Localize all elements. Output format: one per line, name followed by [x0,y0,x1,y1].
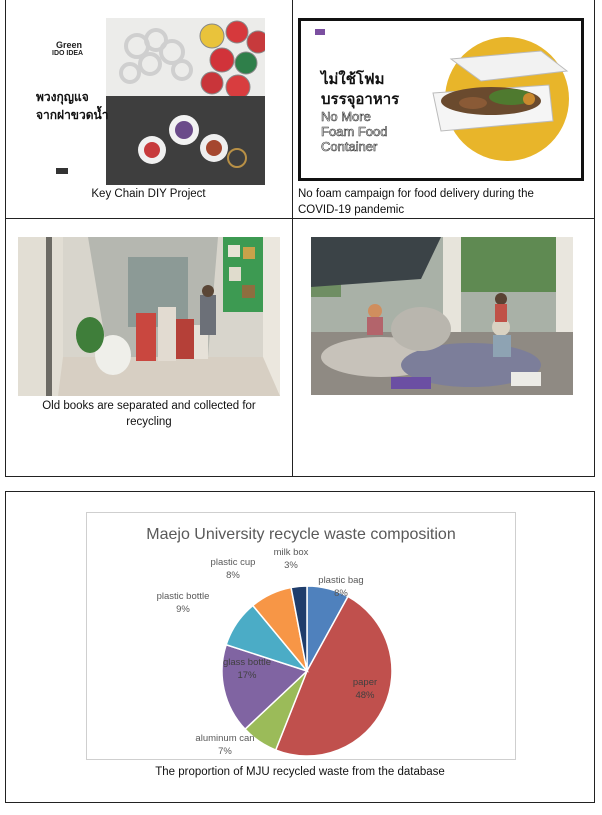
pie-value-plastic-bottle: 9% [176,604,190,615]
keychain-caption: Key Chain DIY Project [91,188,206,200]
brand-top: Green [56,40,83,50]
chart-title: Maejo University recycle waste composition [146,526,456,543]
pie-label-milk-box: milk box [273,547,309,558]
pie-label-plastic-cup: plastic cup [210,557,256,568]
nofoam-thai-2: บรรจุอาหาร [321,91,400,108]
pie-value-glass-bottle: 17% [237,670,257,681]
old-books-graphic [18,237,280,396]
books-caption-2: recycling [126,416,172,428]
chart-frame [86,512,516,760]
nofoam-outline-1: No More [321,109,371,124]
books-caption-1: Old books are separated and collected for [42,400,256,412]
keychain-thai-title-1: พวงกุญแจ [36,90,89,104]
chart-caption: The proportion of MJU recycled waste from the database [155,766,445,778]
chart-box [5,491,595,803]
waste-sorting-photo [311,237,573,395]
brand-bottom: IDO IDEA [52,50,84,57]
nofoam-outline-3: Container [321,139,378,154]
pie-label-plastic-bottle: plastic bottle [156,591,210,602]
old-books-photo [18,237,280,396]
grid-divider-horizontal [6,218,594,219]
pie-value-plastic-bag: 8% [334,588,348,599]
nofoam-outline-2: Foam Food [321,124,388,139]
pie-value-aluminum-can: 7% [218,746,232,757]
nofoam-poster-image [298,18,584,181]
pie-value-plastic-cup: 8% [226,570,240,581]
waste-sorting-graphic [311,237,573,395]
keychain-thai-title-2: จากฝาขวดน้ำ [36,108,109,122]
pie-label-plastic-bag: plastic bag [318,575,364,586]
keychain-poster-image [32,18,265,185]
pie-chart [87,513,515,759]
pie-value-milk-box: 3% [284,560,298,571]
grid-divider-vertical [292,0,293,477]
pie-label-aluminum-can: aluminum can [195,733,255,744]
nofoam-caption-1: No foam campaign for food delivery during the [298,188,534,200]
nofoam-thai-1: ไม่ใช้โฟม [321,71,385,88]
pie-label-glass-bottle: glass bottle [222,657,272,668]
pie-label-paper: paper [352,677,378,688]
nofoam-caption-2: COVID-19 pandemic [298,204,405,216]
pie-value-paper: 48% [355,690,375,701]
